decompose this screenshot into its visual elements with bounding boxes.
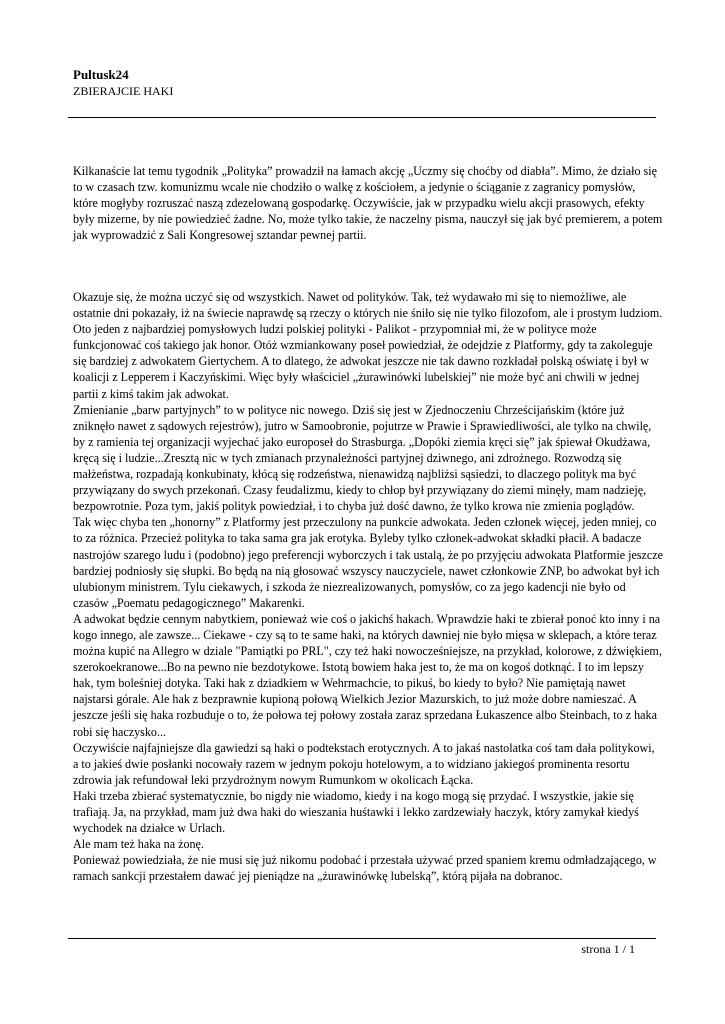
document-header — [73, 67, 173, 99]
article-body — [73, 289, 663, 884]
paragraph: Tak więc chyba ten „honorny” z Platformy jest przeczulony na punkcie adwokata. Jeden członek więcej, jeden mniej, co to za różnica. Przecież polityka to taka sama gra jak erotyka. Byleby tylko członek-adwokat składki płacił. A badacze nastrojów szarego ludu i (podobno) jego preferencji wyborczych i tak ustalą, że po przyjęciu adwokata Platformie jeszcze bardziej podniosły się słupki. Bo będą na nią głosować wszyscy nauczyciele, nawet członkowie ZNP, bo adwokat był ich ulubionym ministrem. Tylu ciekawych, i szkoda że niezrealizowanych, pomysłów, co za jego kadencji nie było od czasów „Poematu pedagogicznego” Makarenki. — [73, 515, 664, 610]
footer-divider — [68, 938, 656, 939]
paragraph: A adwokat będzie cennym nabytkiem, ponieważ wie coś o jakichś hakach. Wprawdzie haki te zbierał ponoć kto inny i na kogo innego, ale zawsze... Ciekawe - czy są to te same haki, na których dawniej nie było mięsa w sklepach, a które teraz można kupić na Allegro w dziale "Pamiątki po PRL", czy też haki nowocześniejsze, na przykład, kolorowe, z dźwiękiem, szerokoekranowe...Bo na pewno nie bezdotykowe. Istotą bowiem haka jest to, że ma on kogoś dotknąć. I to im lepszy hak, tym boleśniej dotyka. Taki hak z dziadkiem w Wehrmachcie, to pikuś, bo kiedy to było? Nie pamiętają nawet najstarsi górale. Ale hak z bezprawnie kupioną połową Wielkich Jezior Mazurskich, to już może dobre namieszać. A jeszcze jeśli się haka rozbuduje o to, że połowa tej połowy została zaraz sprzedana Łukaszence albo Steinbach, to z haka robi się haczysko... — [73, 611, 662, 739]
paragraph: Ponieważ powiedziała, że nie musi się już nikomu podobać i przestała używać przed spaniem kremu odmładzającego, w ramach sankcji przestałem dawać jej pieniądze na „żurawinówkę lubelską”, którą pijała na dobranoc. — [73, 853, 657, 884]
article-title: ZBIERAJCIE HAKI — [73, 84, 174, 98]
site-name: Pultusk24 — [73, 67, 129, 82]
paragraph: Okazuje się, że można uczyć się od wszystkich. Nawet od polityków. Tak, też wydawało mi się to niemożliwe, ale ostatnie dni pokazały, iż na świecie naprawdę są rzeczy o których nie śniło się nie tylko filozofom, ale i prostym ludziom. Oto jeden z najbardziej pomysłowych ludzi polskiej polityki - Palikot - przypomniał mi, że w polityce może funkcjonować coś takiego jak honor. Otóż wzmiankowany poseł powiedział, że odejdzie z Platformy, gdy ta zakoleguje się bardziej z adwokatem Giertychem. A to dlatego, że adwokat jeszcze nie tak dawno rozkładał polską oświatę i był w koalicji z Lepperem i Kaczyńskimi. Więc były właściciel „żurawinówki lubelskiej” nie może być ani chwili w jednej partii z kimś takim jak adwokat. — [73, 290, 663, 401]
header-divider — [68, 117, 656, 118]
intro-paragraph: Kilkanaście lat temu tygodnik „Polityka” prowadził na łamach akcję „Uczmy się choćby od diabła”. Mimo, że działo się to w czasach tzw. komunizmu wcale nie chodziło o walkę z kościołem, a jedynie o ściąganie z zagranicy pomysłów, które mogłyby rozruszać naszą zdezelowaną gospodarkę. Oczywiście, jak w przypadku wielu akcji prasowych, efekty były mizerne, by nie powiedzieć żadne. No, może tylko takie, że naczelny pisma, nauczył się jak być premierem, a potem jak wyprowadzić z Sali Kongresowej sztandar pewnej partii. — [73, 164, 663, 242]
paragraph: Ale mam też haka na żonę. — [73, 837, 204, 852]
paragraph: Haki trzeba zbierać systematycznie, bo nigdy nie wiadomo, kiedy i na kogo mogą się przydać. I wszystkie, jakie się trafiają. Ja, na przykład, mam już dwa haki do wieszania huśtawki i lekko zardzewiały haczyk, który zamykał kiedyś wychodek na działce w Urlach. — [73, 788, 639, 836]
page-number: strona 1 / 1 — [581, 942, 635, 956]
paragraph: Oczywiście najfajniejsze dla gawiedzi są haki o podtekstach erotycznych. A to jakaś nastolatka coś tam dała politykowi, a to jakieś dwie posłanki nocowały razem w jednym pokoju hotelowym, a to widziano jakiegoś prominenta resortu zdrowia jak refundował leki przydrożnym nowym Rumunkom w okolicach Łącka. — [73, 740, 655, 787]
intro-paragraph-block — [73, 163, 663, 243]
paragraph: Zmienianie „barw partyjnych” to w polityce nic nowego. Dziś się jest w Zjednoczeniu Chrześcijańskim (które już zniknęło nawet z sądowych rejestrów), jutro w Samoobronie, pojutrze w Prawie i Sprawiedliwości, ale tylko na chwilę, by z ramienia tej organizacji wyjechać jako europoseł do Strasburga. „Dopóki ziemia kręci się” jak śpiewał Okudżawa, kręcą się i ludzie...Zresztą nic w tych zmianach przynależności partyjnej dziwnego, ani zdrożnego. Rozwodzą się małżeństwa, rozpadają konkubinaty, kłócą się rodzeństwa, nienawidzą najbliżsi sąsiedzi, to dlaczego polityk ma być przywiązany do swych przekonań. Czasy feudalizmu, kiedy to chłop był przywiązany do ziemi minęły, mam nadzieję, bezpowrotnie. Poza tym, jakiś polityk powiedział, i to chyba już dość dawno, że tylko krowa nie zmienia poglądów. — [73, 402, 652, 514]
